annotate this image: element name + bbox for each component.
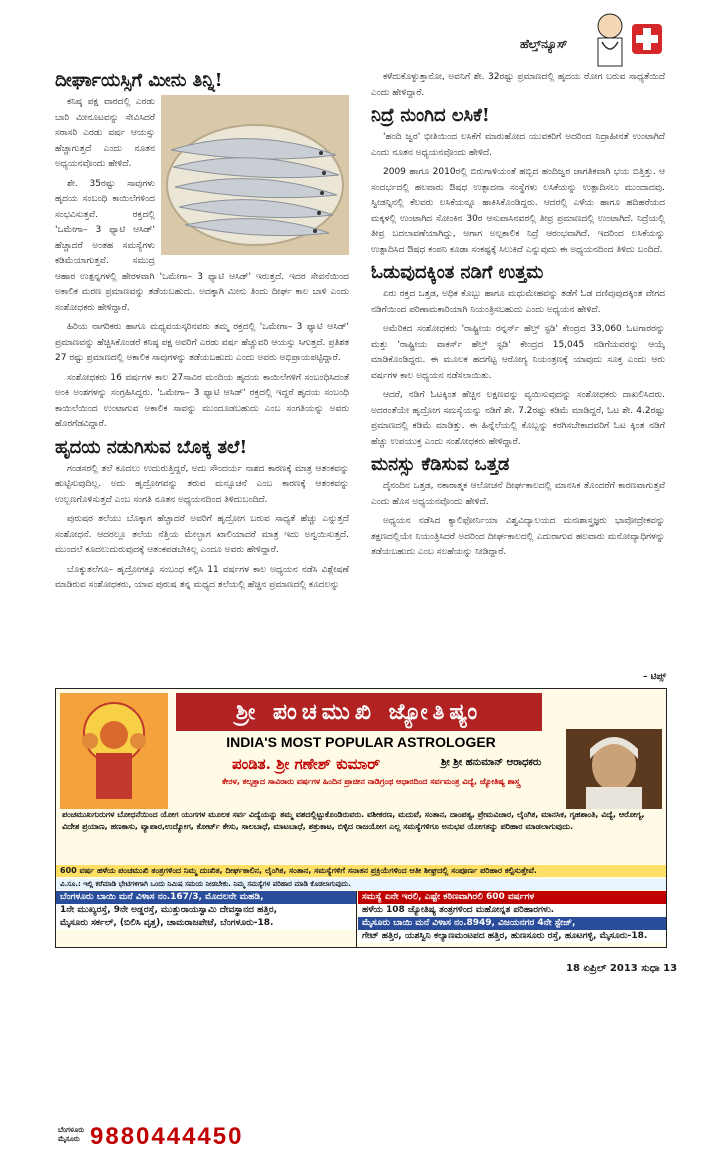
promise-line-1: ಸಮಸ್ಯೆ ಏನೇ ಇರಲಿ, ಎಷ್ಟೇ ಕಠಿಣವಾಗಿರಲಿ 600 ವರ್ಷಗಳ xyxy=(358,891,666,904)
ad-subtitle: INDIA'S MOST POPULAR ASTROLOGER xyxy=(226,734,496,750)
paragraph-3: ಹಿರಿಯ ನಾಗರಿಕರು ಹಾಗೂ ಮಧ್ಯವಯಸ್ಕರಿನವರು ತಮ್ಮ ರಕ್ತದಲ್ಲಿ 'ಒಮೇಗಾ– 3 ಫ್ಯಾಟಿ ಆಸಿಡ್' ಪ್ರಮಾಣವನ್ನು ಹೆಚ್ಚಿಸಿಕೊಂಡರೆ ಕನಿಷ್ಠ ಪಕ್ಷ ಅವರಿಗೆ ಎರಡು ವರ್ಷ ಹೆಚ್ಚುವರಿ ಆಯಸ್ಸು ಸಿಗುತ್ತದೆ. ಪ್ರತಿಶತ 27 ರಷ್ಟು ಪ್ರಮಾಣದಲ್ಲಿ ಅಕಾಲಿಕ ಸಾವುಗಳನ್ನು ತಡೆಯಬಹುದು ಎಂದು ಅವರು ಅಭಿಪ್ರಾಯಪಟ್ಟಿದ್ದಾರೆ. xyxy=(55,322,349,363)
headline-walking-running: ಓಡುವುದಕ್ಕಿಂತ ನಡಿಗೆ ಉತ್ತಮ xyxy=(371,262,544,283)
ad-tagline: ಕೇರಳ, ಕಲ್ಕತ್ತಾದ ಸಾವಿರಾರು ವರ್ಷಗಳ ಹಿಂದಿನ ಪ್ರಾಚೀನ ನಾಡಿಗ್ರಂಥ ಆಧಾರದಿಂದ ಸರ್ವಮಂತ್ರ ವಿದ್ಯೆ, ಜ್ಯೋತಿಷ್ಯ ಶಾಸ್ತ್ರ xyxy=(222,777,520,786)
headline-stress-mind: ಮನಸ್ಸು ಕೆಡಿಸುವ ಒತ್ತಡ xyxy=(371,454,510,475)
address-line-2: 1ನೇ ಮುಖ್ಯರಸ್ತೆ, 9ನೇ ಅಡ್ಡರಸ್ತೆ, ಮುತ್ತುರಾಯಸ್ವಾಮಿ ದೇವಸ್ಥಾನದ ಹತ್ತಿರ, xyxy=(56,904,356,917)
page-footer: 18 ಏಪ್ರಿಲ್ 2013 ಸುಧಾ 13 xyxy=(566,963,678,974)
paragraph-14: ದೈನಂದಿನ ಒತ್ತಡ, ನಕಾರಾತ್ಮಕ ಆಲೋಚನೆ ದೀರ್ಘಕಾಲದಲ್ಲಿ ಮಾನಸಿಕ ತೊಂದರೆಗೆ ಕಾರಣವಾಗುತ್ತವೆ ಎಂದು ಹೊಸ ಅಧ್ಯಯನವೊಂದು ಹೇಳಿದೆ. xyxy=(371,481,665,507)
astrologer-name: ಪಂಡಿತ. ಶ್ರೀ ಗಣೇಶ್ ಕುಮಾರ್ xyxy=(231,755,381,773)
headline-vaccine-sleep: ನಿದ್ರೆ ನುಂಗಿದ ಲಸಿಕೆ! xyxy=(371,105,490,126)
ad-strip-note: ವಿ.ಸೂ.: ಇಲ್ಲಿ ಕರೆಮಾಡಿ ಭೇಟಿಗಳಿಗಾಗಿ ಒಂದು ನಿಮಿಷ ಸಮಯ ನೀಡಬೇಕು. ನಿಮ್ಮ ಸಮಸ್ಯೆಗಳ ಪರಿಹಾರ ಮಾಡಿ ಕೊಡಲಾಗುವುದು. xyxy=(56,879,666,890)
paragraph-1: ಕನಿಷ್ಠ ಪಕ್ಷ ವಾರದಲ್ಲಿ ಎರಡು ಬಾರಿ ಮೀನೂಟವನ್ನು ಸೇವಿಸಿದರೆ ಸರಾಸರಿ ಎರಡು ವರ್ಷ ಆಯಸ್ಸು ಹೆಚ್ಚಾಗುತ್ತದೆ ಎಂದು ನೂತನ ಅಧ್ಯಯನವೊಂದು ಹೇಳಿದೆ. xyxy=(55,97,155,169)
address-line-3: ಮೈಸೂರು ಸರ್ಕಲ್, (ಬಿಲಿಸಿ ವೃತ್ತ), ಚಾಮರಾಜಪೇಟೆ, ಬೆಂಗಳೂರು-18. xyxy=(56,917,356,930)
phone-number[interactable]: 9880444450 xyxy=(90,1123,244,1150)
fish-photo xyxy=(161,95,349,255)
astrologer-devotee-label: ಶ್ರೀ ಶ್ರೀ ಹನುಮಾನ್ ಆರಾಧಕರು xyxy=(441,757,542,768)
saint-image-right xyxy=(566,729,662,809)
section-label: ಹೆಲ್ತ್‌ನ್ಯೂಸ್ xyxy=(520,37,568,51)
paragraph-13: ಆದರೆ, ನಡಿಗೆ ಓಟಕ್ಕಿಂತ ಹೆಚ್ಚಿನ ಲಕ್ಷಣವನ್ನು ವ್ಯಯಿಸುವುದನ್ನು ಸಂಶೋಧಕರು ದಾಖಲಿಸಿದರು. ಅದರಂತೆಯೇ ಹೃದ್ರೋಗ ಸಮಸ್ಯೆಯನ್ನು ನಡಿಗೆ ಶೇ. 7.2ರಷ್ಟು ಕಡಿಮೆ ಮಾಡಿದ್ದರೆ, ಓಟ ಶೇ. 4.2ರಷ್ಟು ಪ್ರಮಾಣದಲ್ಲಿ ಕಡಿಮೆ ಮಾಡಿತ್ತು. ಈ ಹಿನ್ನೆಲೆಯಲ್ಲಿ ಕೊಬ್ಬನ್ನು ಕರಗಿಸಬೇಕಾದವರಿಗೆ ಓಟ ಕ್ಕಿಂತ ನಡಿಗೆ ಹೆಚ್ಚು ಉಪಯುಕ್ತ ಎಂದು ಸಂಶೋಧಕರು ಹೇಳಿದ್ದಾರೆ. xyxy=(371,390,665,447)
ad-services-list: ಪಂಚಮುಖಗುರುಗಳ ಬೋಧನೆಯಿಂದ ಯೋಗ ಯುಗಗಳ ಮೂಲಕ ಸರ್ವ ವಿದ್ಯೆಯನ್ನು ತಮ್ಮ ವಶದಲ್ಲಿಟ್ಟುಕೊಂಡಿರುವರು. ವಶೀಕರಣ, ಮದುವೆ, ಸಂತಾನ, ದಾಂಪತ್ಯ, ಪ್ರೇಮವಿಚಾರ, ಲೈಂಗಿಕ, ಮಾನಸಿಕ, ಗೃಹಶಾಂತಿ, ವಿದ್ಯೆ, ಆರೋಗ್ಯ, ವಿದೇಶ ಪ್ರಯಾಣ, ಹಣಕಾಸು, ವ್ಯಾಪಾರ,ಉದ್ಯೋಗ, ಕೋರ್ಟ್ ಕೇಸು, ಸಾಲಬಾಧೆ, ಮಾಟಬಾಧೆ, ಶತ್ರುಕಾಟ, ಬಿಳ್ಳಿದ ರಾಜಯೋಗ ಎಲ್ಲ ಸಮಸ್ಯೆಗಳಿಗೂ ಅನುಭವ ಯೋಗತನ್ನು ಪರಿಹಾರ ಮಾಡಲಾಗುವುದು. xyxy=(62,810,645,831)
article-column-left xyxy=(55,70,349,598)
paragraph-4: ಸಂಶೋಧಕರು 16 ವರ್ಷಗಳ ಕಾಲ 27ಸಾವಿರ ಮಂದಿಯ ಹೃದಯ ಕಾಯಿಲೆಗಳಿಗೆ ಸಂಬಂಧಿಸಿದಂತೆ ಅಂಕಿ ಅಂಶಗಳನ್ನು ಸಂಗ್ರಹಿಸಿದ್ದರು. 'ಒಮೇಗಾ– 3 ಫ್ಯಾಟಿ ಆಸಿಡ್' ರಕ್ತದಲ್ಲಿ ಇದ್ದರೆ ಹೃದಯ ಸಂಬಂಧಿ ಕಾಯಿಲೆಯಿಂದ ಉಂಟಾಗುವ ಅಕಾಲಿಕ ಸಾವನ್ನು ಮುಂದೂಡಬಹುದು ಎಂಬ ಸಂಗತಿಯನ್ನು ಅವರು ಹೊರಗೆಡವಿದ್ದಾರೆ. xyxy=(55,372,349,429)
paragraph-11: ಏರು ರಕ್ತದ ಒತ್ತಡ, ಅಧಿಕ ಕೊಬ್ಬು ಹಾಗೂ ಮಧುಮೇಹವನ್ನು ತಡೆಗೆ ಓಡ ದಣಿವುವುದಕ್ಕಿಂತ ವೇಗದ ನಡಿಗೆಯಿಂದ ಪರಿಣಾಮಕಾರಿಯಾಗಿ ನಿಯಂತ್ರಿಸಬಹುದು ಎಂದು ಅಧ್ಯಯನ ಹೇಳಿದೆ. xyxy=(371,289,665,315)
paragraph-8: ಕಳೆದುಕೊಳ್ಳುತ್ತಾನೋ, ಅವನಿಗೆ ಶೇ. 32ರಷ್ಟು ಪ್ರಮಾಣದಲ್ಲಿ ಹೃದಯ ರೋಗ ಬರುವ ಸಾಧ್ಯತೆಯಿದೆ ಎಂದು ಹೇಳಿದ್ದಾರೆ. xyxy=(371,72,665,98)
paragraph-6: ಪುರುಷರ ತಲೆಯು ಬೊಕ್ಕಾಗ ಹೆಚ್ಚಾದರೆ ಅವರಿಗೆ ಹೃದ್ರೋಗ ಬರುವ ಸಾಧ್ಯತೆ ಹೆಚ್ಚು ಎನ್ನುತ್ತದೆ ಸಂಶೋಧನೆ. ಆದರಲ್ಲೂ ತಲೆಯ ನೆತ್ತಿಯ ಮೇಲ್ಭಾಗ ಖಾಲಿಯಾದರೆ ಮಾತ್ರ ಇದು ಅನ್ವಯಿಸುತ್ತದೆ. ಮುಂದಲೆ ಕೂದಲುದುರುವುದಕ್ಕೆ ಆತಂಕಪಡಬೇಕಿಲ್ಲ ಎಂದೂ ಅವರು ಹೇಳಿದ್ದಾರೆ. xyxy=(55,514,349,555)
phone-row xyxy=(56,1123,356,1149)
mysuru-address-line-2: ಗೇಟ್ ಹತ್ತಿರ, ಯಶಸ್ವಿನಿ ಕಲ್ಯಾಣಮಂಟಪದ ಹತ್ತಿರ, ಹುಣಸೂರು ರಸ್ತೆ, ಹೂಟಗಳ್ಳಿ, ಮೈಸೂರು-18. xyxy=(358,930,666,943)
promise-line-2: ಹಳೆಯ 108 ಜ್ಯೋತಿಷ್ಯ ತಂತ್ರಗಳಿಂದ ಮಹೋನ್ನತ ಪರಿಹಾರಗಳು. xyxy=(358,904,666,917)
paragraph-12: ಅಮೆರಿಕದ ಸಂಶೋಧಕರು 'ರಾಷ್ಟ್ರೀಯ ರನ್ನರ್ಸ್ ಹೆಲ್ತ್ ಸ್ಟಡಿ' ಕೇಂದ್ರದ 33,060 ಓಟಗಾರರನ್ನು ಮತ್ತು 'ರಾಷ್ಟ್ರೀಯ ವಾಕರ್ಸ್ ಹೆಲ್ತ್ ಸ್ಟಡಿ' ಕೇಂದ್ರದ 15,045 ನಡಿಗೆಯವರನ್ನು ಆಯ್ಕೆ ಮಾಡಿಕೊಂಡಿದ್ದರು. ಈ ಮೂಲಕ ಹದಗೆಟ್ಟ ಆರೋಗ್ಯ ನಿಯಂತ್ರಣಕ್ಕೆ ಯಾವುದು ಸೂಕ್ತ ಎಂದು ಆರು ವರ್ಷಗಳ ಕಾಲ ಅಧ್ಯಯನ ನಡೆಸಲಾಯಿತು. xyxy=(371,324,665,381)
paragraph-10: 2009 ಹಾಗೂ 2010ರಲ್ಲಿ ಬಿರುಗಾಳಿಯಂತೆ ಹಬ್ಬಿದ ಹಂದಿಜ್ವರ ಜಾಗತಿಕವಾಗಿ ಭಯ ಬಿತ್ತಿತ್ತು. ಆ ಸಂದರ್ಭದಲ್ಲಿ ಹಲವಾರು ಔಷಧ ಉತ್ಪಾದನಾ ಸಂಸ್ಥೆಗಳು ಲಸಿಕೆಯನ್ನು ಉತ್ಪಾದಿಸಲು ಮುಂದಾದವು. ಸ್ವೀಡನ್ನಿನಲ್ಲಿ ಕೆಲವರು ಲಸಿಕೆಯನ್ನೂ ಹಾಕಿಸಿಕೊಂಡಿದ್ದರು. ಆದರಲ್ಲಿ ಎಳೆಯ ಹಾಗೂ ಹದಿಹರೆಯದ ಮಕ್ಕಳಲ್ಲಿ ಉಂಟಾಗಿದ ಸೋಂಕಿನ 30ರ ಆಸುಪಾಸಿನವರಲ್ಲಿ ತೀವ್ರ ಪ್ರಮಾಣದಲ್ಲಿ ಉಂಟಾಗಿದೆ. ನಿದ್ರೆಯಲ್ಲಿ ತೀವ್ರ ಬದಲಾವಣೆಯಾಗಿದ್ದು, ಆಗಾಗ ಅಲ್ಪಕಾಲಿಕ ನಿದ್ರೆ ಆರಂಭವಾಗಿದೆ. ಇದರಿಂದ ಲಸಿಕೆಯನ್ನು ಉತ್ಪಾದಿಸಿದ ಔಷಧ ಕಂಪನಿ ಕೂಡಾ ಸಂಕಷ್ಟಕ್ಕೆ ಸಿಲುಕಿದೆ ಎನ್ನುವುದು ಈ ಅಧ್ಯಯನದಿಂದ ತಿಳಿದು ಬಂದಿದೆ. xyxy=(371,167,665,255)
bengaluru-address xyxy=(56,891,357,1150)
address-line-1: ಬೆಂಗಳೂರು ಬಾಯಿ ಮನೆ ವಿಳಾಸ ನಂ.167/3, ಮೊದಲನೇ ಮಹಡಿ, xyxy=(56,891,356,904)
ad-strip-guarantee: 600 ವರ್ಷ ಹಳೆಯ ಪಂಚಮುಖಿ ತಂತ್ರಗಳಿಂದ ನಿಮ್ಮ ದುಃಖಿತ, ದೀರ್ಘಕಾಲಿನ, ಲೈಂಗಿಕ, ಸಂತಾನ, ಸಮಸ್ಯೆಗಳಿಗೆ ಸನಾತನ ಪ್ರಕ್ರಿಯೆಗಳಿಂದ ಆತೀ ಶೀಘ್ರದಲ್ಲಿ ಸಂಪೂರ್ಣ ಪರಿಹಾರ ಕಲ್ಪಿಸುತ್ತೇವೆ. xyxy=(56,865,666,877)
headline-baldness-heart: ಹೃದಯ ನಡುಗಿಸುವ ಬೊಕ್ಕ ತಲೆ! xyxy=(55,436,248,458)
deity-image-left xyxy=(60,693,168,809)
paragraph-9: 'ಹಂದಿ ಜ್ವರ' ಭೀತಿಯಿಂದ ಲಸಿಕೆಗೆ ಮಾರುಹೋದ ಯುವಕರಿಗೆ ಅದರಿಂದ ನಿದ್ರಾಹೀನತೆ ಉಂಟಾಗಿದೆ ಎಂದು ನೂತನ ಅಧ್ಯಯನವೊಂದು ಹೇಳಿದೆ. xyxy=(371,132,665,158)
paragraph-2: ಶೇ. 35ರಷ್ಟು ಸಾವುಗಳು ಹೃದಯ ಸಂಬಂಧಿ ಕಾಯಿಲೆಗಳಿಂದ ಸಂಭವಿಸುತ್ತವೆ. ರಕ್ತದಲ್ಲಿ 'ಒಮೇಗಾ– 3 ಫ್ಯಾಟಿ ಆಸಿಡ್' ಹೆಚ್ಚಾದರೆ ಅಂತಹ ಸಮಸ್ಯೆಗಳು ಕಡಿಮೆಯಾಗುತ್ತವೆ. ಸಮುದ್ರ ಆಹಾರ ಉತ್ಪನ್ನಗಳಲ್ಲಿ ಹೇರಳವಾಗಿ 'ಒಮೇಗಾ– 3 ಫ್ಯಾಟಿ ಆಸಿಡ್' ಇರುತ್ತದೆ. ಇದರ ಸೇವನೆಯಿಂದ ಅಕಾಲಿಕ ಮರಣ ಪ್ರಮಾಣವನ್ನು ತಡೆಯಬಹುದು. ಅದಕ್ಕಾಗಿ ಮೀನು ತಿಂದು ದೀರ್ಘ ಕಾಲ ಬಾಳಿ ಎಂದು ಸಂಶೋಧಕರು ಹೇಳಿದ್ದಾರೆ. xyxy=(55,178,349,313)
ad-banner-title: ಶ್ರೀ ಪಂಚಮುಖಿ ಜ್ಯೋತಿಷ್ಯಂ xyxy=(176,693,542,731)
headline-fish-longevity: ದೀರ್ಘಾಯಸ್ಸಿಗೆ ಮೀನು ತಿನ್ನಿ! xyxy=(55,70,223,91)
doctor-health-logo xyxy=(588,8,666,70)
byline: – ಟಿಪ್ಸ್ xyxy=(642,672,666,682)
phone-city-label: ಬೆಂಗಳೂರು ಮೈಸೂರು xyxy=(58,1126,85,1143)
mysuru-address xyxy=(358,891,666,947)
health-news-article xyxy=(55,70,666,682)
paragraph-5: ಗಂಡಸರಲ್ಲಿ ತಲೆ ಕೂದಲು ಉದುರುತ್ತಿದ್ದರೆ, ಅದು ಸೌಂದರ್ಯ ನಾಶದ ಕಾರಣಕ್ಕೆ ಮಾತ್ರ ಆತಂಕವನ್ನು ಹುಟ್ಟಿಸುವುದಿಲ್ಲ. ಅದು ಹೃದ್ರೋಗವನ್ನು ತರುವ ಮನ್ಸೂಚನೆ ಎಂಬ ಕಾರಣಕ್ಕೆ ಆತಂಕವನ್ನು ಉಲ್ಬಣಗೊಳಿಸುತ್ತದೆ ಎಂಬ ಸಂಗತಿ ನೂತನ ಅಧ್ಯಯನದಿಂದ ತಿಳಿದುಬಂದಿದೆ. xyxy=(55,463,349,505)
paragraph-15: ಅಧ್ಯಯನ ನಡೆಸಿದ ಕ್ಯಾಲಿಫೋರ್ನಿಯಾ ವಿಶ್ವವಿದ್ಯಾಲಯದ ಮನಃಶಾಸ್ತ್ರಜ್ಞರು ಭಾವೋದ್ರೇಕವನ್ನು ತಕ್ಷಣದಲ್ಲಿಯೇ ನಿಯಂತ್ರಿಸಿದರೆ ಅದರಿಂದ ದೀರ್ಘಕಾಲದಲ್ಲಿ ಎದುರಾಗುವ ಹಲವಾರು ಮನೋವ್ಯಾಧಿಗಳನ್ನು ತಡೆಯಬಹುದು ಎಂಬ ಸಲಹೆಯನ್ನು ನೀಡಿದ್ದಾರೆ. xyxy=(371,516,665,557)
paragraph-7: ಬೊಕ್ಕುತಲೆಗೂ– ಹೃದ್ರೋಗಕ್ಕೂ ಸಂಬಂಧ ಕಲ್ಪಿಸಿ 11 ವರ್ಷಗಳ ಕಾಲ ಅಧ್ಯಯನ ನಡೆಸಿ ವಿಶ್ಲೇಷಣೆ ಮಾಡಿರುವ ಸಂಶೋಧಕರು, ಯಾವ ಪುರುಷ ತನ್ನ ಮಧ್ಯದ ತಲೆಯಲ್ಲಿ ಹೆಚ್ಚಿನ ಪ್ರಮಾಣದಲ್ಲಿ ಕೂದಲನ್ನು xyxy=(55,564,349,590)
article-column-right xyxy=(371,70,665,565)
mysuru-address-line-1: ಮೈಸೂರು ಬಾಯಿ ಮನೆ ವಿಳಾಸ ನಂ.8949, ವಿಜಯನಗರ 4ನೇ ಸ್ಟೇಜ್, xyxy=(358,917,666,930)
